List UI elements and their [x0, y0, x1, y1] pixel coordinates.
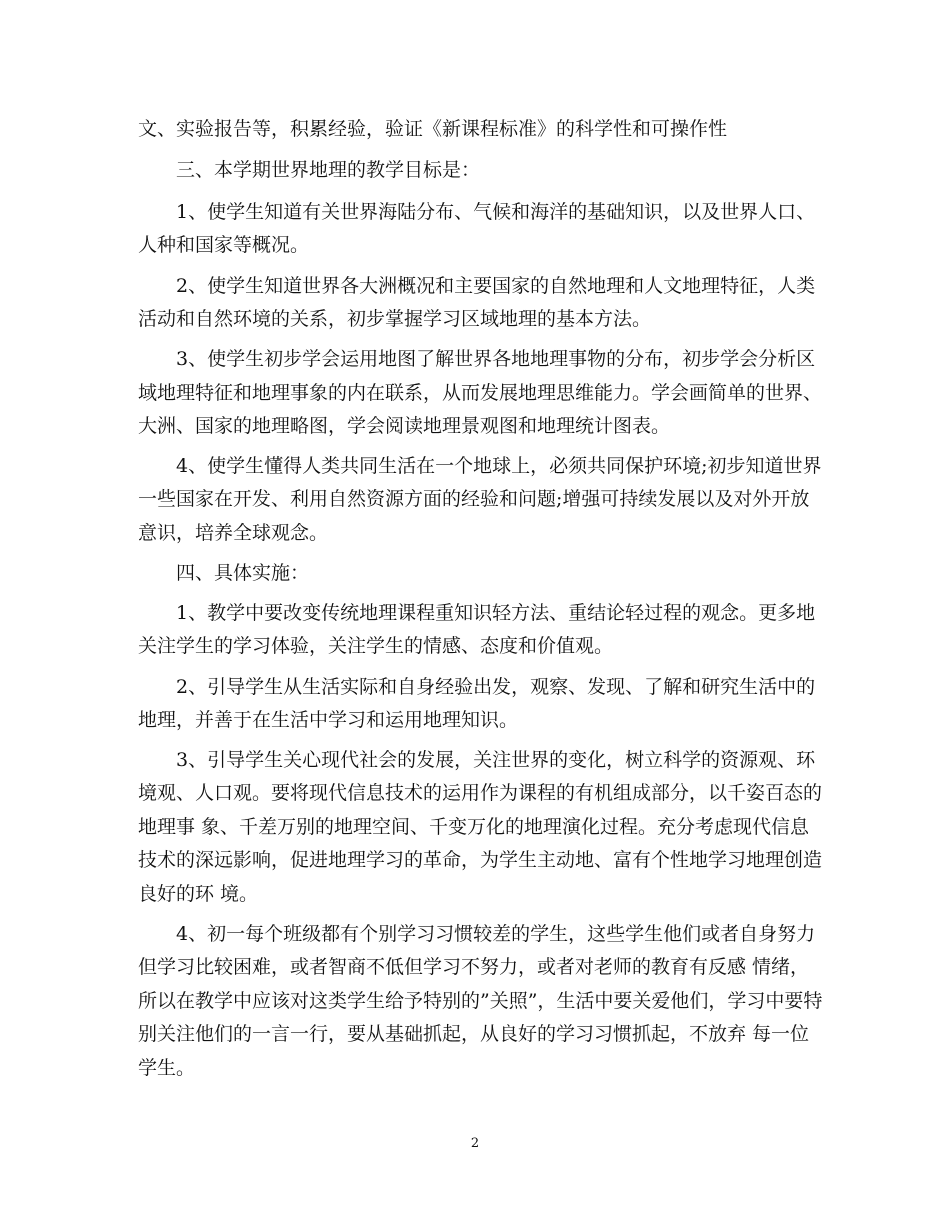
body-text-line: 3、引导学生关心现代社会的发展，关注世界的变化，树立科学的资源观、环: [176, 749, 816, 771]
body-text-line: 2、使学生知道世界各大洲概况和主要国家的自然地理和人文地理特征，人类: [176, 275, 816, 297]
body-text-line: 意识，培养全球观念。: [138, 522, 329, 544]
body-text-line: 4、初一每个班级都有个别学习习惯较差的学生，这些学生他们或者自身努力: [176, 923, 816, 945]
body-text-line: 技术的深远影响，促进地理学习的革命，为学生主动地、富有个性地学习地理创造: [138, 849, 823, 871]
body-text-line: 良好的环 境。: [138, 883, 259, 905]
body-text-line: 2、引导学生从生活实际和自身经验出发，观察、发现、了解和研究生活中的: [176, 676, 816, 698]
body-text-line: 4、使学生懂得人类共同生活在一个地球上，必须共同保护环境;初步知道世界: [176, 455, 822, 477]
body-text-line: 关注学生的学习体验，关注学生的情感、态度和价值观。: [138, 635, 614, 657]
body-text-line: 大洲、国家的地理略图，学会阅读地理景观图和地理统计图表。: [138, 415, 671, 437]
body-text-line: 但学习比较困难，或者智商不低但学习不努力，或者对老师的教育有反感 情绪，: [138, 956, 810, 978]
body-text-line: 1、使学生知道有关世界海陆分布、气候和海洋的基础知识，以及世界人口、: [176, 201, 816, 223]
body-text-line: 学生。: [138, 1057, 196, 1079]
body-text-line: 人种和国家等概况。: [138, 234, 310, 256]
page-number: 2: [470, 1136, 480, 1151]
section-heading: 三、本学期世界地理的教学目标是：: [176, 159, 481, 181]
body-text-line: 1、教学中要改变传统地理课程重知识轻方法、重结论轻过程的观念。更多地: [176, 602, 816, 624]
body-text-line: 活动和自然环境的关系，初步掌握学习区域地理的基本方法。: [138, 308, 652, 330]
section-heading: 四、具体实施：: [176, 562, 310, 584]
body-text-line: 域地理特征和地理事象的内在联系，从而发展地理思维能力。学会画简单的世界、: [138, 382, 823, 404]
body-text-line: 所以在教学中应该对这类学生给予特别的”关照”，生活中要关爱他们，学习中要特: [138, 990, 823, 1012]
body-text-line: 别关注他们的一言一行，要从基础抓起，从良好的学习习惯抓起，不放弃 每一位: [138, 1023, 810, 1045]
body-text-line: 一些国家在开发、利用自然资源方面的经验和问题;增强可持续发展以及对外开放: [138, 488, 810, 510]
body-text-line: 境观、人口观。要将现代信息技术的运用作为课程的有机组成部分，以千姿百态的: [138, 782, 823, 804]
body-text-line: 地理，并善于在生活中学习和运用地理知识。: [138, 709, 519, 731]
body-text-line: 3、使学生初步学会运用地图了解世界各地地理事物的分布，初步学会分析区: [176, 348, 816, 370]
body-text-line: 文、实验报告等，积累经验，验证《新课程标准》的科学性和可操作性: [138, 118, 728, 140]
body-text-line: 地理事 象、千差万别的地理空间、千变万化的地理演化过程。充分考虑现代信息: [138, 816, 810, 838]
